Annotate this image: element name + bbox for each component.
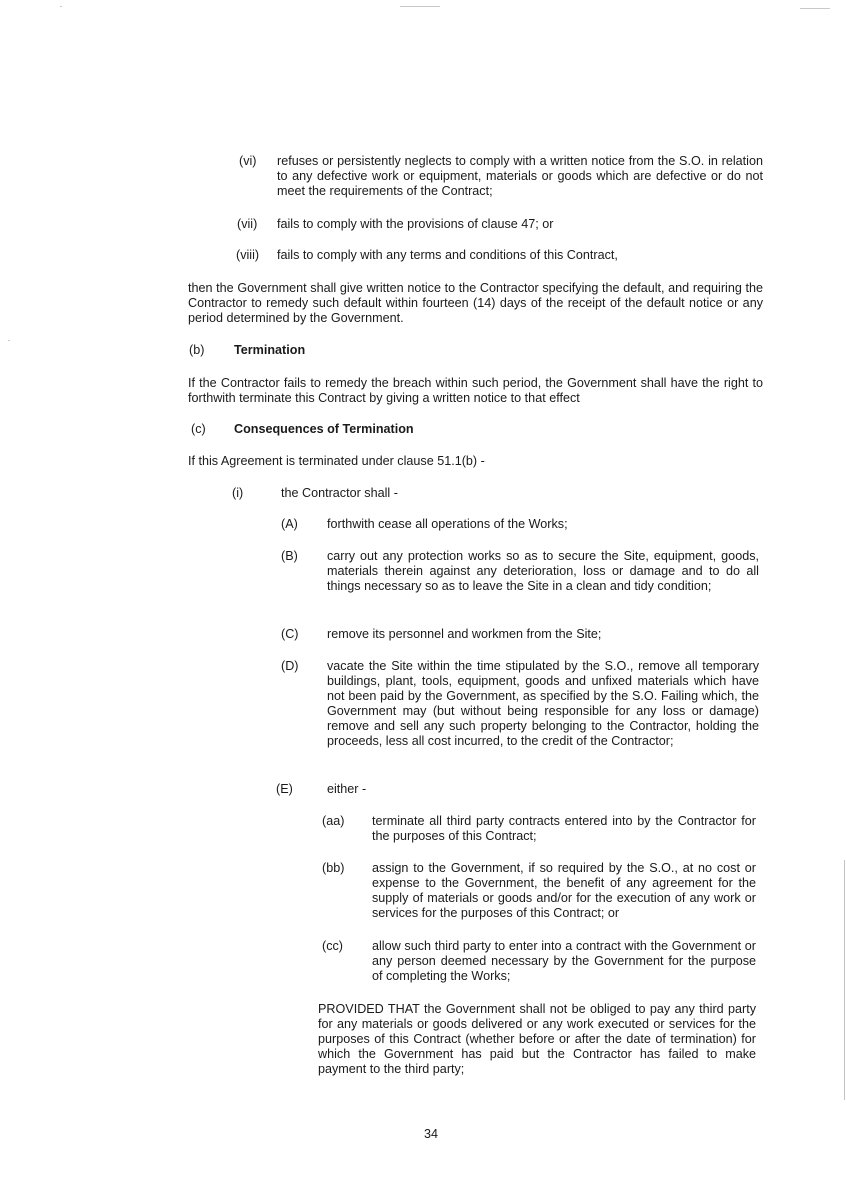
then-paragraph: then the Government shall give written notice to the Contractor specifying the default, and requiring the Contractor to remedy such default within fourteen (14) days of the receipt of the default notice or any period determined by the Government. — [188, 281, 763, 325]
section-c-intro: If this Agreement is terminated under clause 51.1(b) - — [188, 454, 485, 468]
item-viii-text: fails to comply with any terms and conditions of this Contract, — [277, 248, 618, 262]
sub-sub-item-bb-label: (bb) — [322, 861, 345, 875]
page-number: 34 — [424, 1127, 439, 1141]
sub-sub-item-bb-text: assign to the Government, if so required by the S.O., at no cost or expense to the Government, the benefit of any agreement for the supply of materials or goods and/or for the execution of any work or services for the purposes of this Contract; or — [372, 861, 756, 920]
sub-item-c-text: remove its personnel and workmen from the Site; — [327, 627, 602, 641]
scan-speck — [8, 340, 10, 341]
sub-item-e-label: (E) — [276, 782, 293, 796]
item-vi-label: (vi) — [239, 154, 257, 168]
section-b-text: If the Contractor fails to remedy the breach within such period, the Government shall have the right to forthwith terminate this Contract by giving a written notice to that effect — [188, 376, 763, 405]
item-vii-text: fails to comply with the provisions of clause 47; or — [277, 217, 554, 231]
sub-item-a-text: forthwith cease all operations of the Works; — [327, 517, 568, 531]
item-vii-label: (vii) — [237, 217, 258, 231]
item-i-text: the Contractor shall - — [281, 486, 398, 500]
sub-item-a-label: (A) — [281, 517, 298, 531]
sub-item-d-text: vacate the Site within the time stipulated by the S.O., remove all temporary buildings, plant, tools, equipment, goods and unfixed materials which have not been paid by the Government, as specified by the S.O. Failing which, the Government may (but without being responsible for any loss or damage) remove and sell any such property belonging to the Contractor, holding the proceeds, less all cost incurred, to the credit of the Contractor; — [327, 659, 759, 748]
sub-sub-item-cc-text: allow such third party to enter into a contract with the Government or any person deemed necessary by the Government for the purpose of completing the Works; — [372, 939, 756, 983]
scan-speck — [400, 6, 440, 7]
sub-item-d-label: (D) — [281, 659, 299, 673]
sub-item-b-label: (B) — [281, 549, 298, 563]
proviso-paragraph: PROVIDED THAT the Government shall not be obliged to pay any third party for any materials or goods delivered or any work executed or services for the purposes of this Contract (whether before or after the date of termination) for which the Government has paid but the Contractor has failed to make payment to the third party; — [318, 1002, 756, 1076]
section-b-heading: Termination — [234, 343, 306, 357]
section-b-label: (b) — [189, 343, 205, 357]
sub-sub-item-cc-label: (cc) — [322, 939, 343, 953]
sub-sub-item-aa-text: terminate all third party contracts entered into by the Contractor for the purposes of this Contract; — [372, 814, 756, 843]
section-c-heading: Consequences of Termination — [234, 422, 414, 436]
item-vi-text: refuses or persistently neglects to comply with a written notice from the S.O. in relation to any defective work or equipment, materials or goods which are defective or do not meet the requirements of the Contract; — [277, 154, 763, 198]
sub-item-c-label: (C) — [281, 627, 299, 641]
sub-sub-item-aa-label: (aa) — [322, 814, 345, 828]
sub-item-e-text: either - — [327, 782, 367, 796]
scan-edge-line — [844, 860, 845, 1100]
item-viii-label: (viii) — [236, 248, 260, 262]
scan-speck — [800, 8, 830, 9]
sub-item-b-text: carry out any protection works so as to secure the Site, equipment, goods, materials therein against any deterioration, loss or damage and to do all things necessary so as to leave the Site in a clean and tidy condition; — [327, 549, 759, 593]
scan-speck — [60, 6, 62, 7]
section-c-label: (c) — [191, 422, 206, 436]
item-i-label: (i) — [232, 486, 244, 500]
